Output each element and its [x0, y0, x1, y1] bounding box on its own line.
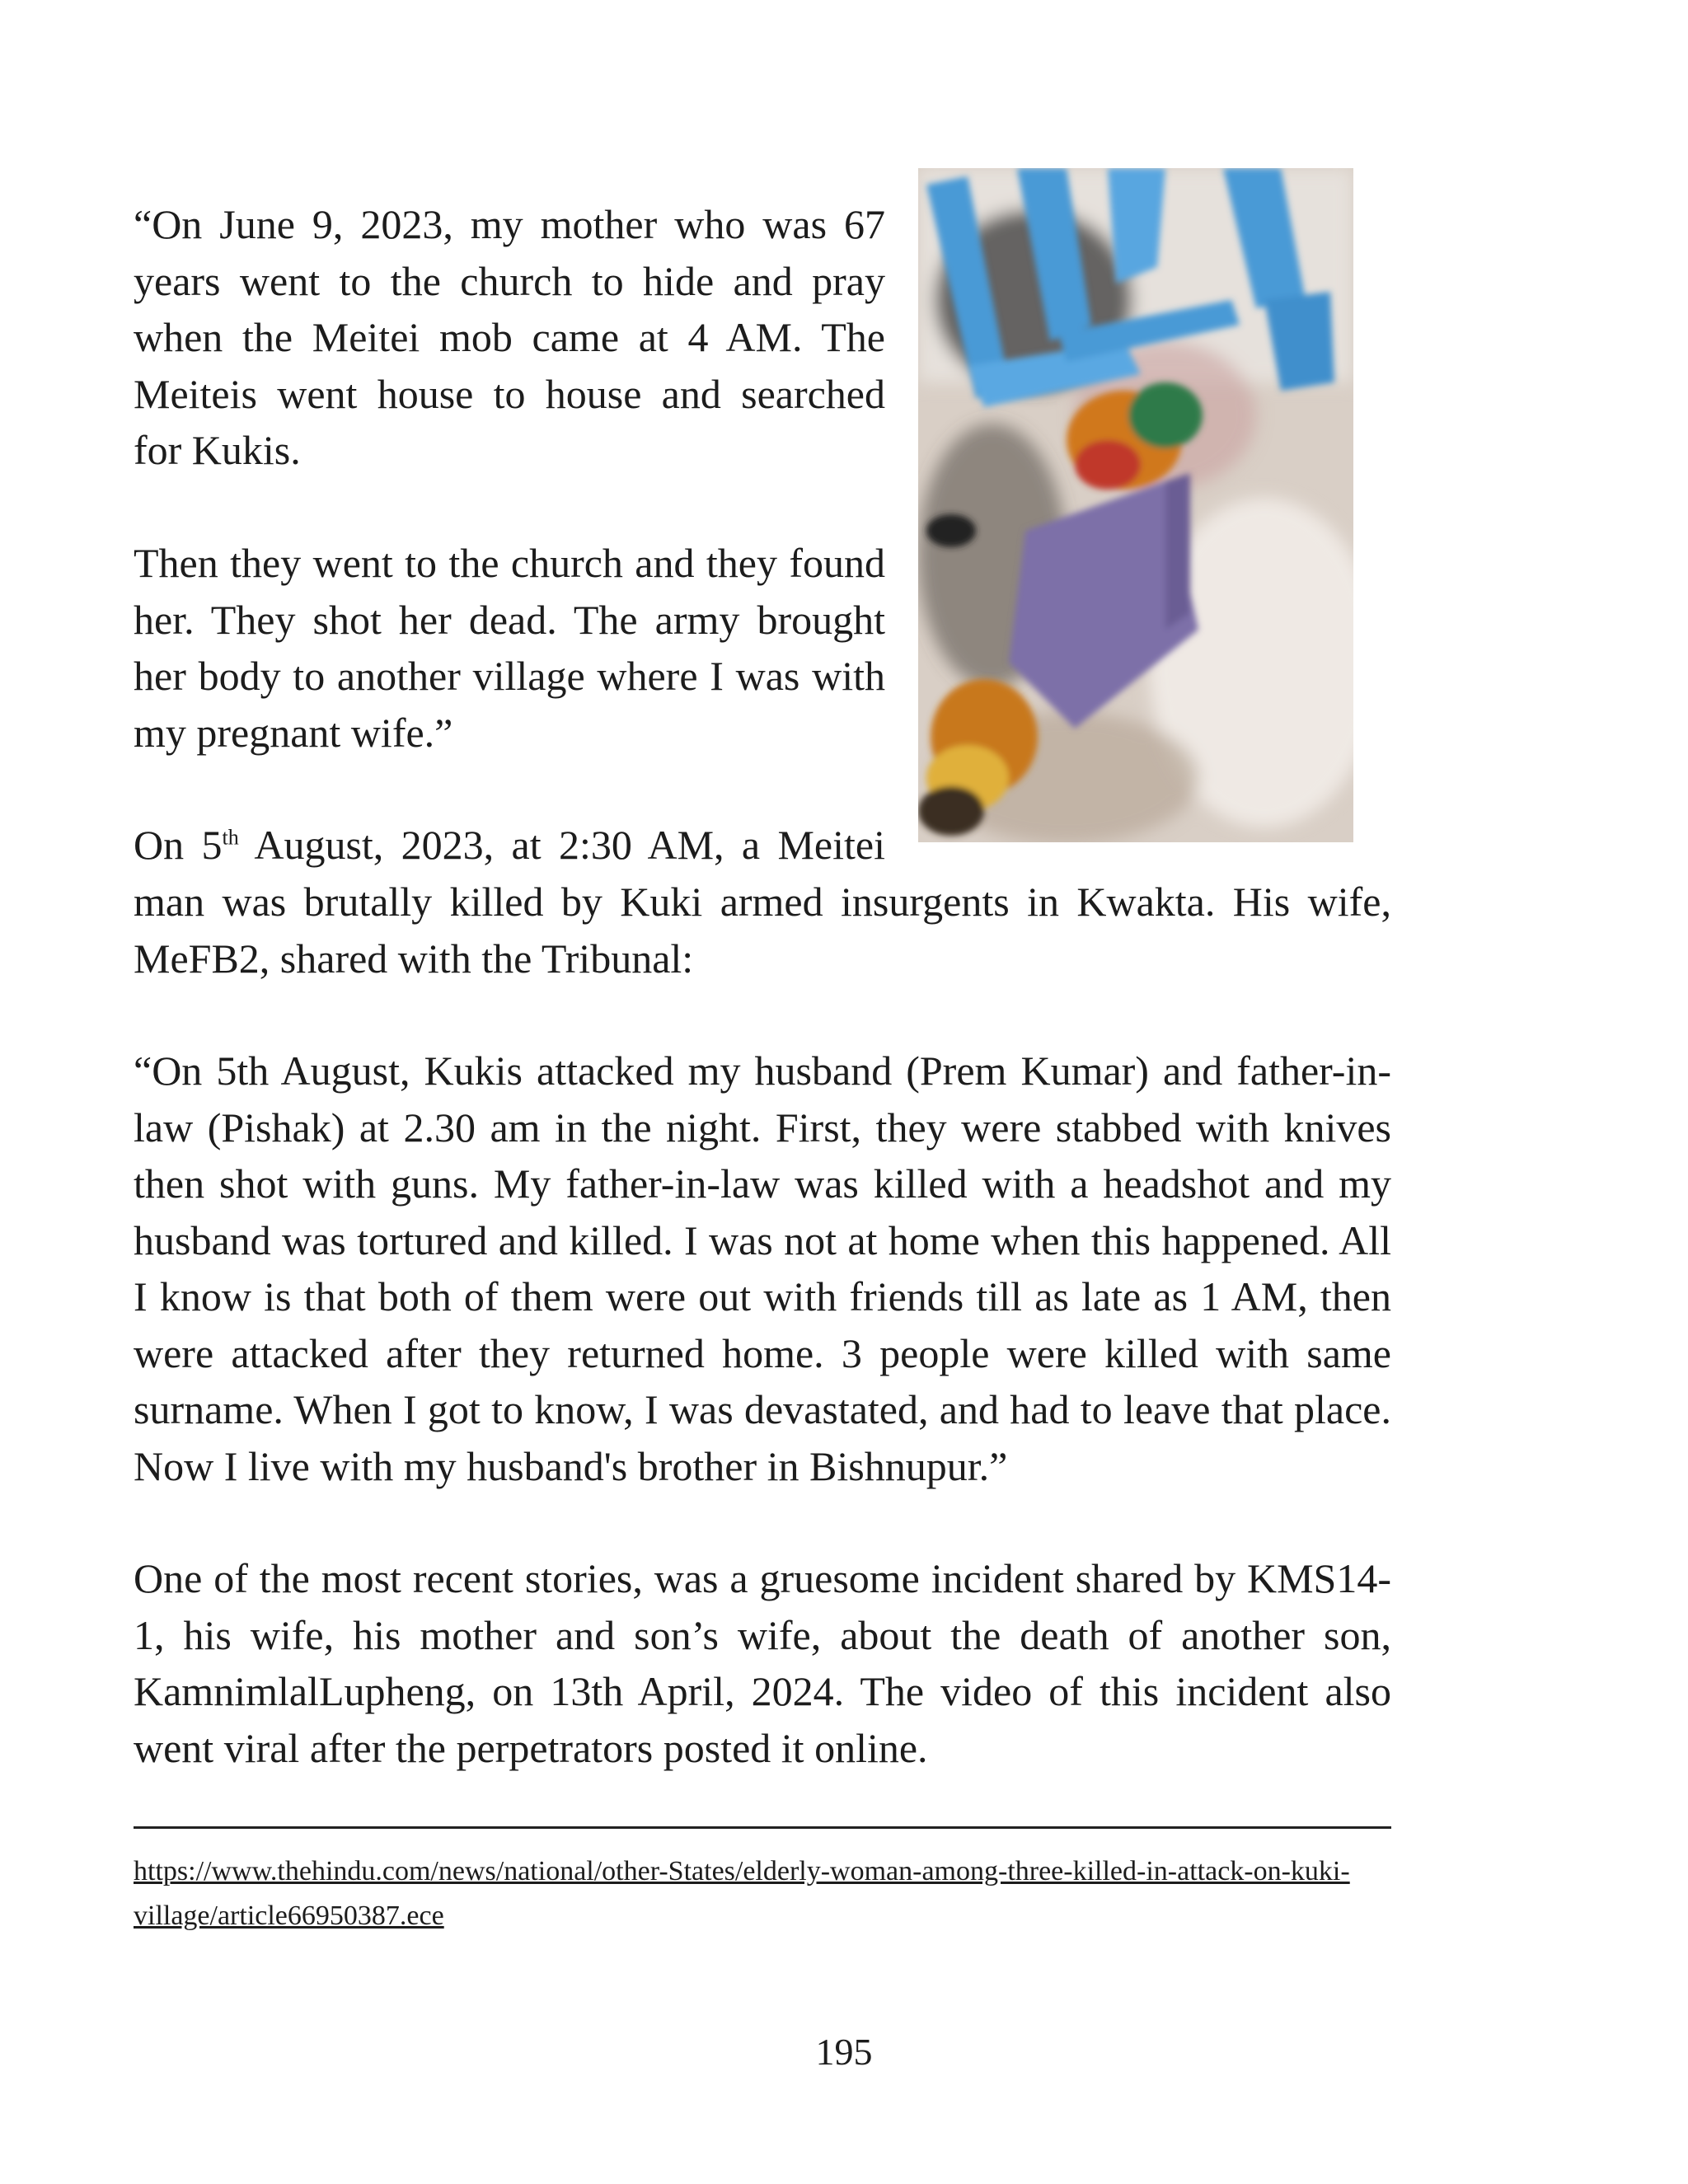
narration-first-line-start: On 5 — [134, 822, 223, 868]
testimony-paragraph-3: “On 5th August, Kukis attacked my husband (Prem Kumar) and father-in-law (Pishak) at 2.30 am in the night. First, they were stabbed with knives then shot with guns. My father-in-law was killed with a headshot and my husband was tortured and killed. I was not at home when this happened. All I know is that both of them were out with friends till as late as 1 AM, then were attacked after they returned home. 3 people were killed with same surname. When I got to know, I was devastated, and had to leave that place. Now I live with my husband's brother in Bishnupur.” — [134, 1047, 1391, 1489]
narration-first-line-end: August, 2023, at 2:30 AM, a Meitei — [238, 822, 885, 868]
footnote-link[interactable]: https://www.thehindu.com/news/national/other-States/elderly-woman-among-three-killed-in-attack-on-kuki-village/article66950387.ece — [134, 1856, 1350, 1931]
footnote — [134, 1849, 1391, 1938]
testimony-paragraph-2: Then they went to the church and they found her. They shot her dead. The army brought her body to another village where I was with my pregnant wife.” — [134, 540, 885, 756]
closing-paragraph: One of the most recent stories, was a gruesome incident shared by KMS14-1, his wife, his mother and son’s wife, about the death of another son, KamnimlalLupheng, on 13th April, 2024. The video of this incident also went viral after the perpetrators posted it online. — [134, 1555, 1391, 1771]
incident-photo — [918, 168, 1353, 842]
page-number: 195 — [815, 2031, 873, 2073]
testimony-paragraph-1: “On June 9, 2023, my mother who was 67 years went to the church to hide and pray when the Meitei mob came at 4 AM. The Meiteis went house to house and searched for Kukis. — [134, 201, 885, 473]
narration-paragraph: man was brutally killed by Kuki armed insurgents in Kwakta. His wife, MeFB2, shared with the Tribunal: — [134, 879, 1391, 982]
ordinal-suffix: th — [222, 825, 239, 850]
narration-first-line — [134, 817, 885, 874]
footnote-separator — [134, 1826, 1391, 1829]
